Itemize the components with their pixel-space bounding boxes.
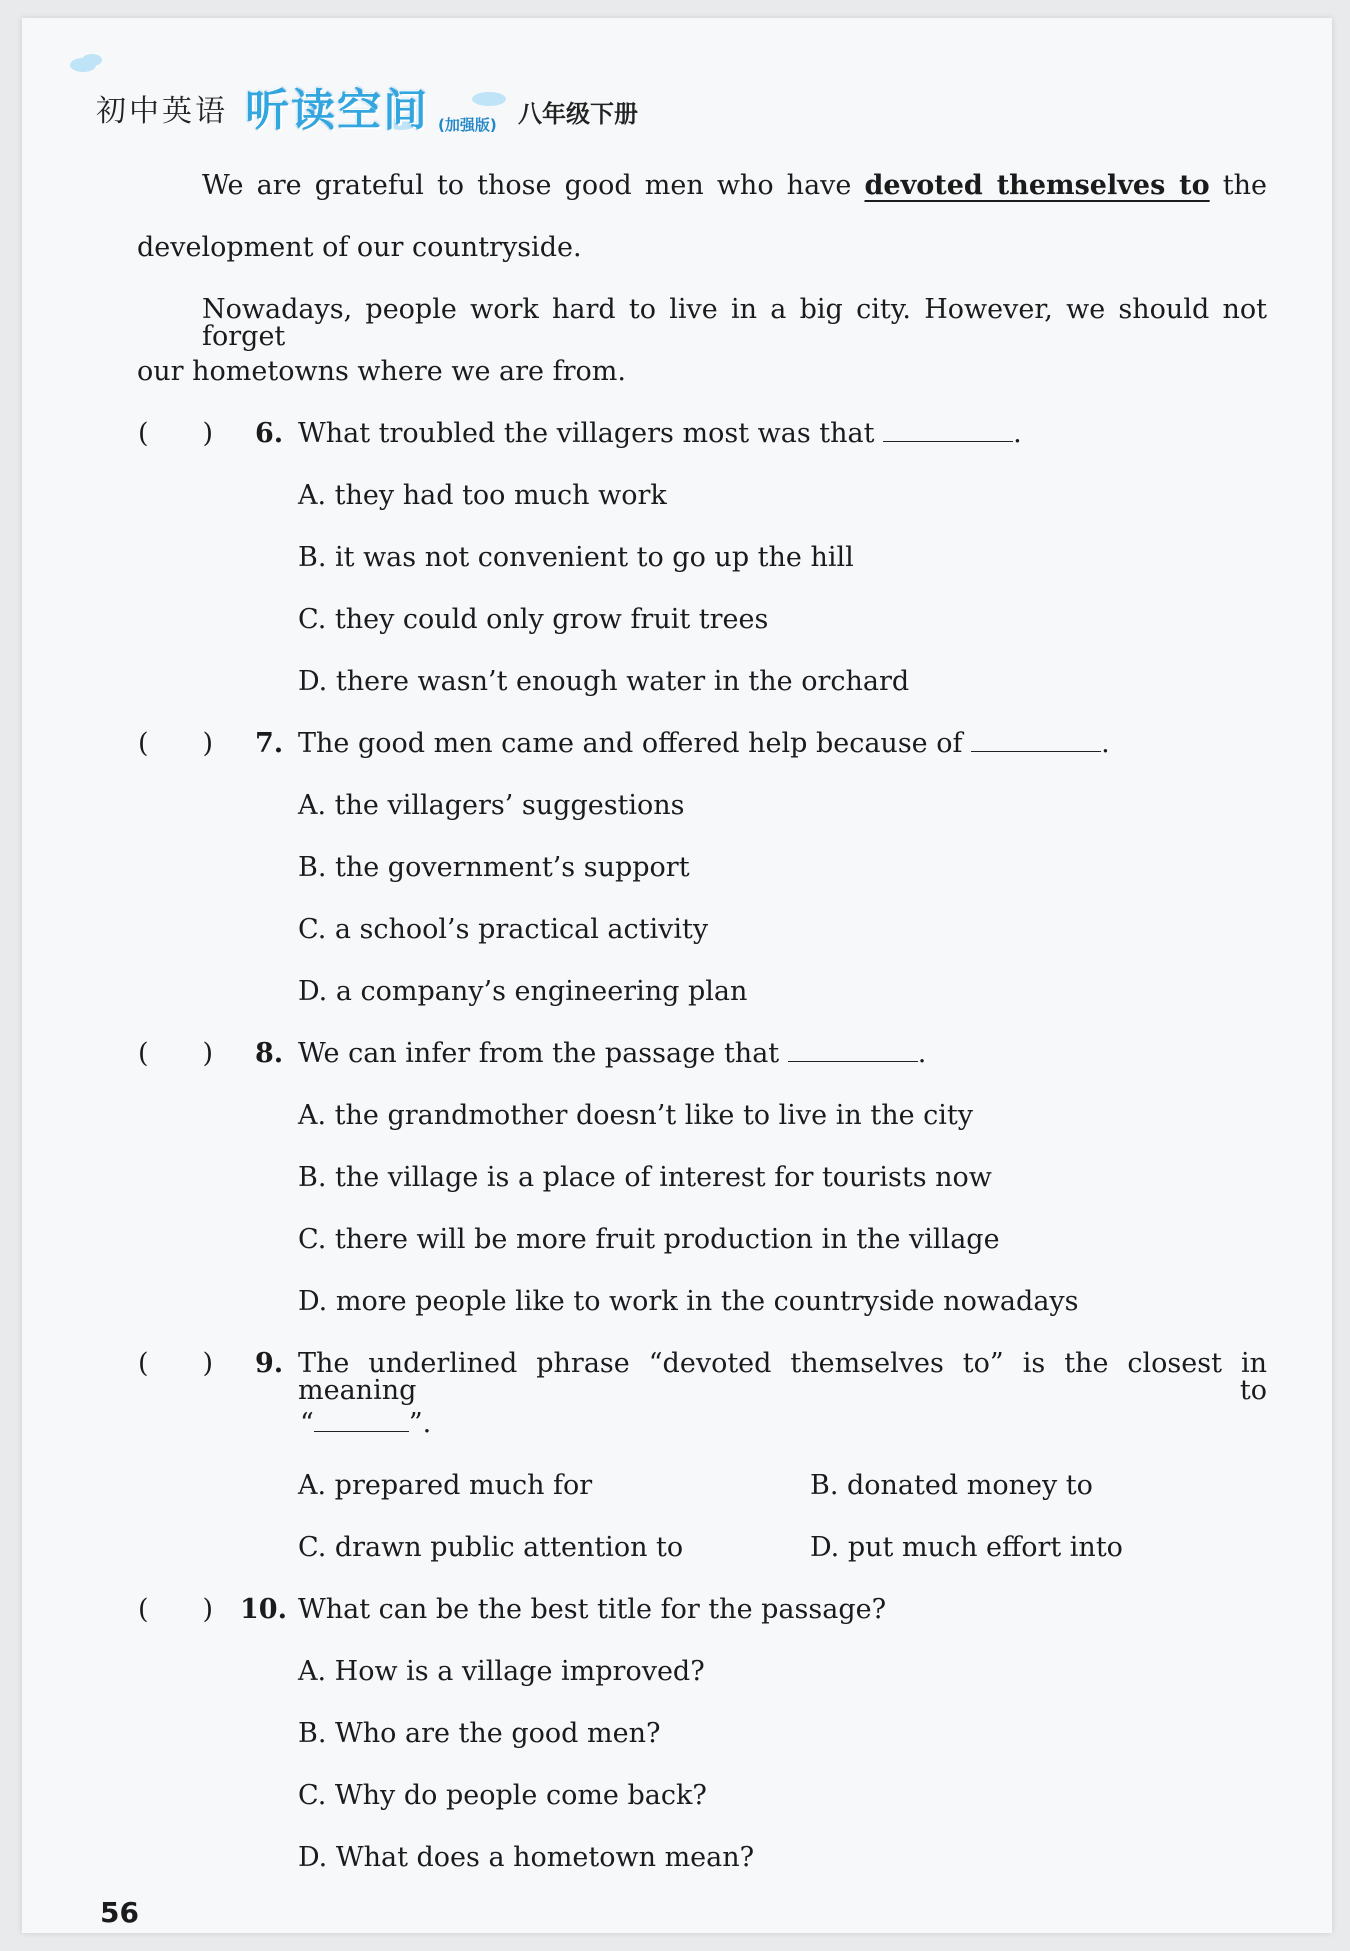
answer-blank[interactable]: [314, 1411, 409, 1432]
question-stem: What can be the best title for the passage?: [298, 1594, 887, 1625]
answer-blank[interactable]: [883, 421, 1013, 442]
passage-text: We are grateful to those good men who have: [202, 170, 852, 201]
option-9a[interactable]: A. prepared much for: [298, 1470, 593, 1501]
option-7b[interactable]: B. the government’s support: [298, 852, 690, 883]
option-9b[interactable]: B. donated money to: [810, 1470, 1093, 1501]
page-number: 56: [100, 1896, 139, 1929]
passage-line: [202, 172, 1267, 199]
answer-bracket[interactable]: ( ): [138, 1348, 214, 1379]
question-number: 8.: [255, 1038, 284, 1069]
option-10c[interactable]: C. Why do people come back?: [298, 1780, 707, 1811]
passage-line: development of our countryside.: [137, 232, 582, 263]
question-number: 6.: [255, 418, 284, 449]
grade-label: 八年级下册: [518, 100, 638, 128]
question-punctuation: ”.: [408, 1408, 432, 1439]
option-6d[interactable]: D. there wasn’t enough water in the orchard: [298, 666, 910, 697]
question-text: What troubled the villagers most was that: [298, 418, 875, 449]
brand-logo: 听读空间: [245, 85, 429, 136]
page-header: [70, 52, 770, 136]
option-10b[interactable]: B. Who are the good men?: [298, 1718, 661, 1749]
option-8b[interactable]: B. the village is a place of interest for tourists now: [298, 1162, 992, 1193]
question-stem-line2: [300, 1410, 431, 1437]
option-6c[interactable]: C. they could only grow fruit trees: [298, 604, 769, 635]
question-number: 10.: [240, 1594, 287, 1625]
question-punctuation: .: [917, 1038, 927, 1069]
question-text: We can infer from the passage that: [298, 1038, 780, 1069]
question-stem: [298, 420, 1022, 447]
option-10d[interactable]: D. What does a hometown mean?: [298, 1842, 755, 1873]
option-6a[interactable]: A. they had too much work: [298, 480, 667, 511]
underlined-phrase: devoted themselves to: [864, 170, 1210, 201]
passage-text: the: [1222, 170, 1267, 201]
answer-bracket[interactable]: ( ): [138, 728, 214, 759]
option-7c[interactable]: C. a school’s practical activity: [298, 914, 709, 945]
question-punctuation: .: [1101, 728, 1110, 759]
answer-bracket[interactable]: ( ): [138, 1594, 214, 1625]
cloud-decoration: [82, 54, 102, 66]
passage-line: our hometowns where we are from.: [137, 356, 626, 387]
question-text: The good men came and offered help because of: [298, 728, 963, 759]
option-7d[interactable]: D. a company’s engineering plan: [298, 976, 748, 1007]
option-8d[interactable]: D. more people like to work in the countryside nowadays: [298, 1286, 1079, 1317]
answer-blank[interactable]: [788, 1041, 918, 1062]
option-9c[interactable]: C. drawn public attention to: [298, 1532, 684, 1563]
option-7a[interactable]: A. the villagers’ suggestions: [298, 790, 685, 821]
question-punctuation: “: [300, 1408, 314, 1439]
answer-bracket[interactable]: ( ): [138, 1038, 214, 1069]
edition-label: (加强版): [438, 116, 497, 134]
cloud-decoration: [472, 92, 506, 106]
answer-bracket[interactable]: ( ): [138, 418, 214, 449]
option-9d[interactable]: D. put much effort into: [810, 1532, 1123, 1563]
passage-line: Nowadays, people work hard to live in a big city. However, we should not forget: [202, 294, 1267, 352]
answer-blank[interactable]: [971, 731, 1101, 752]
question-number: 7.: [255, 728, 284, 759]
option-8a[interactable]: A. the grandmother doesn’t like to live in the city: [298, 1100, 973, 1131]
option-10a[interactable]: A. How is a village improved?: [298, 1656, 705, 1687]
question-stem: The underlined phrase “devoted themselves to” is the closest in meaning to: [298, 1348, 1267, 1406]
question-stem: [298, 730, 1110, 757]
question-punctuation: .: [1013, 418, 1022, 449]
question-stem: [298, 1040, 926, 1067]
option-6b[interactable]: B. it was not convenient to go up the hill: [298, 542, 854, 573]
series-title: 初中英语: [96, 94, 228, 129]
question-number: 9.: [255, 1348, 284, 1379]
option-8c[interactable]: C. there will be more fruit production in the village: [298, 1224, 1000, 1255]
